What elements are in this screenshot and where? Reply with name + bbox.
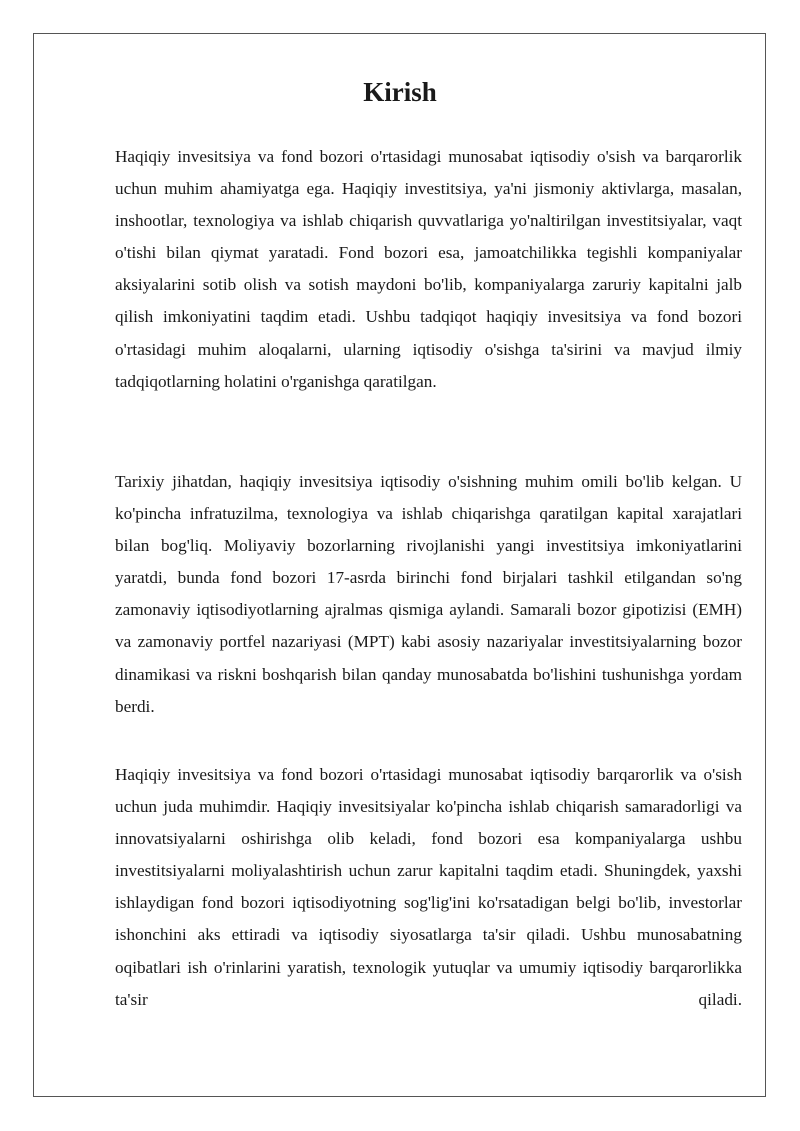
paragraph-relationship: Haqiqiy invesitsiya va fond bozori o'rtasidagi munosabat iqtisodiy barqarorlik va o'sish uchun juda muhimdir. Haqiqiy invesitsiyalar ko'pincha ishlab chiqarish samaradorligi va innovatsiyalarni oshirishga olib keladi, fond bozori esa kompaniyalarga ushbu investitsiyalarni moliyalashtirish uchun zarur kapitalni taqdim etadi. Shuningdek, yaxshi ishlaydigan fond bozori iqtisodiyotning sog'lig'ini ko'rsatadigan belgi bo'lib, investorlar ishonchini aks ettiradi va iqtisodiy siyosatlarga ta'sir qiladi. Ushbu munosabatning oqibatlari ish o'rinlarini yaratish, texnologik yutuqlar va umumiy iqtisodiy barqarorlikka ta'sir qiladi. [115, 765, 742, 1009]
page-title: Kirish [363, 77, 437, 107]
paragraph-history: Tarixiy jihatdan, haqiqiy invesitsiya iqtisodiy o'sishning muhim omili bo'lib kelgan. U ko'pincha infratuzilma, texnologiya va ishlab chiqarishga qaratilgan kapital xarajatlari bilan bog'liq. Moliyaviy bozorlarning rivojlanishi yangi investitsiya imkoniyatlarini yaratdi, bunda fond bozori 17-asrda birinchi fond birjalari tashkil etilgandan so'ng zamonaviy iqtisodiyotlarning ajralmas qismiga aylandi. Samarali bozor gipotizisi (EMH) va zamonaviy portfel nazariyasi (MPT) kabi asosiy nazariyalar investitsiyalarning bozor dinamikasi va riskni boshqarish bilan qanday munosabatda bo'lishini tushunishga yordam berdi. [115, 472, 742, 716]
paragraph-introduction: Haqiqiy invesitsiya va fond bozori o'rtasidagi munosabat iqtisodiy o'sish va barqarorlik uchun muhim ahamiyatga ega. Haqiqiy investitsiya, ya'ni jismoniy aktivlarga, masalan, inshootlar, texnologiya va ishlab chiqarish quvvatlariga yo'naltirilgan investitsiyalar, vaqt o'tishi bilan qiymat yaratadi. Fond bozori esa, jamoatchilikka tegishli kompaniyalar aksiyalarini sotib olish va sotish maydoni bo'lib, kompaniyalarga zaruriy kapitalni jalb qilish imkoniyatini taqdim etadi. Ushbu tadqiqot haqiqiy invesitsiya va fond bozori o'rtasidagi muhim aloqalarni, ularning iqtisodiy o'sishga ta'sirini va mavjud ilmiy tadqiqotlarning holatini o'rganishga qaratilgan. [115, 147, 742, 391]
